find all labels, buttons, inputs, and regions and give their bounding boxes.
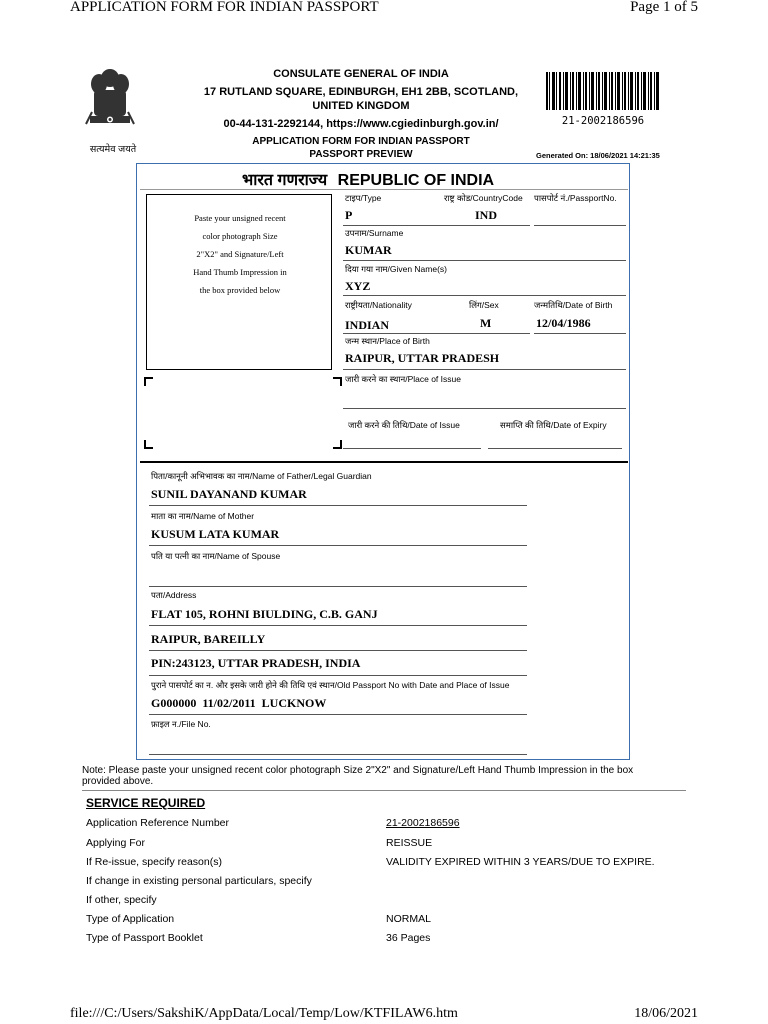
- type-label: टाइप/Type: [345, 193, 382, 203]
- heading-english: REPUBLIC OF INDIA: [337, 172, 495, 189]
- page-header-title: APPLICATION FORM FOR INDIAN PASSPORT: [70, 0, 379, 15]
- address-line1: FLAT 105, ROHNI BIULDING, C.B. GANJ: [151, 607, 378, 621]
- country-code-value: IND: [475, 208, 498, 222]
- note-line1: Note: Please paste your unsigned recent color photograph Size 2"X2" and Signature/Left Hand Thumb Impression in the box: [82, 765, 634, 776]
- dob-label: जन्मतिथि/Date of Birth: [534, 300, 613, 310]
- photo-instruction-line: color photograph Size: [202, 231, 278, 241]
- old-passport-label: पुराने पासपोर्ट का न. और इसके जारी होने की तिथि एवं स्थान/Old Passport No with Date and Place of Issue: [151, 680, 510, 690]
- service-heading: SERVICE REQUIRED: [86, 796, 206, 810]
- doe-label: समाप्ति की तिथि/Date of Expiry: [500, 420, 607, 430]
- barcode-text: 21-2002186596: [561, 115, 645, 127]
- footer-date: 18/06/2021: [634, 1006, 698, 1021]
- dob-value: 12/04/1986: [536, 316, 591, 330]
- signature-corner-top-left: [144, 377, 153, 386]
- address-line2: RAIPUR, BAREILLY: [151, 632, 266, 646]
- form-title: APPLICATION FORM FOR INDIAN PASSPORT: [252, 136, 470, 147]
- address-label: पता/Address: [151, 590, 197, 600]
- mother-label: माता का नाम/Name of Mother: [151, 511, 255, 521]
- spouse-label: पति या पत्नी का नाम/Name of Spouse: [151, 551, 281, 561]
- photo-instruction-line: Hand Thumb Impression in: [193, 267, 287, 277]
- service-row-value: 21-2002186596: [386, 817, 460, 829]
- surname-value: KUMAR: [345, 243, 392, 257]
- passport-no-label: पासपोर्ट नं./PassportNo.: [534, 193, 617, 203]
- signature-corner-top-right: [333, 377, 342, 386]
- signature-corner-bottom-right: [333, 440, 342, 449]
- old-passport-value: G000000 11/02/2011 LUCKNOW: [151, 696, 327, 710]
- surname-label: उपनाम/Surname: [345, 228, 404, 238]
- nationality-label: राष्ट्रीयता/Nationality: [345, 300, 412, 310]
- section-divider: [140, 461, 628, 463]
- given-name-value: XYZ: [345, 279, 371, 293]
- doi-label: जारी करने की तिथि/Date of Issue: [348, 420, 460, 430]
- consulate-contact: 00-44-131-2292144, https://www.cgiedinburgh.gov.in/: [223, 118, 499, 130]
- photo-instruction-line: Paste your unsigned recent: [194, 213, 286, 223]
- father-value: SUNIL DAYANAND KUMAR: [151, 487, 307, 501]
- footer-file-path: file:///C:/Users/SakshiK/AppData/Local/Temp/Low/KTFILAW6.htm: [70, 1006, 458, 1021]
- generated-on: Generated On: 18/06/2021 14:21:35: [536, 151, 660, 160]
- father-label: पिता/कानूनी अभिभावक का नाम/Name of Father/Legal Guardian: [151, 471, 372, 481]
- country-code-label: राष्ट्र कोड/CountryCode: [444, 193, 523, 203]
- service-row-label: Type of Passport Booklet: [86, 932, 203, 944]
- emblem-motto: सत्यमेव जयते: [89, 144, 137, 155]
- signature-corner-bottom-left: [144, 440, 153, 449]
- service-row-label: Application Reference Number: [86, 817, 229, 829]
- page-number: Page 1 of 5: [630, 0, 698, 15]
- service-row-label: Type of Application: [86, 913, 175, 925]
- note-line2: provided above.: [82, 776, 154, 787]
- photo-instruction-line: 2"X2" and Signature/Left: [196, 249, 284, 259]
- service-row-value: REISSUE: [386, 837, 433, 849]
- address-line3: PIN:243123, UTTAR PRADESH, INDIA: [151, 656, 361, 670]
- service-row-value: VALIDITY EXPIRED WITHIN 3 YEARS/DUE TO EXPIRE.: [386, 856, 655, 868]
- service-row-label: Applying For: [86, 837, 145, 849]
- type-value: P: [345, 208, 353, 222]
- consulate-address-line1: 17 RUTLAND SQUARE, EDINBURGH, EH1 2BB, SCOTLAND,: [203, 86, 519, 98]
- sex-label: लिंग/Sex: [469, 300, 499, 310]
- mother-value: KUSUM LATA KUMAR: [151, 527, 280, 541]
- passport-heading: [242, 168, 494, 190]
- consulate-name: CONSULATE GENERAL OF INDIA: [273, 68, 449, 80]
- consulate-address-line2: UNITED KINGDOM: [312, 100, 410, 112]
- service-row-label: If change in existing personal particulars, specify: [86, 875, 312, 887]
- pob-value: RAIPUR, UTTAR PRADESH: [345, 351, 500, 365]
- photo-instruction-line: the box provided below: [199, 285, 281, 295]
- state-emblem-icon: [80, 64, 140, 144]
- poi-label: जारी करने का स्थान/Place of Issue: [345, 374, 461, 384]
- heading-hindi: भारत गणराज्य: [242, 172, 328, 189]
- pob-label: जन्म स्थान/Place of Birth: [345, 336, 430, 346]
- service-row-value: 36 Pages: [386, 932, 431, 944]
- nationality-value: INDIAN: [345, 318, 390, 332]
- service-row-label: If Re-issue, specify reason(s): [86, 856, 222, 868]
- given-name-label: दिया गया नाम/Given Name(s): [345, 264, 448, 274]
- sex-value: M: [480, 316, 492, 330]
- barcode-icon: [546, 72, 660, 110]
- passport-preview-label: PASSPORT PREVIEW: [309, 149, 413, 160]
- service-row-label: If other, specify: [86, 894, 157, 906]
- file-no-label: फ़ाइल न./File No.: [151, 719, 211, 729]
- photo-box: [146, 194, 332, 370]
- service-row-value: NORMAL: [386, 913, 431, 925]
